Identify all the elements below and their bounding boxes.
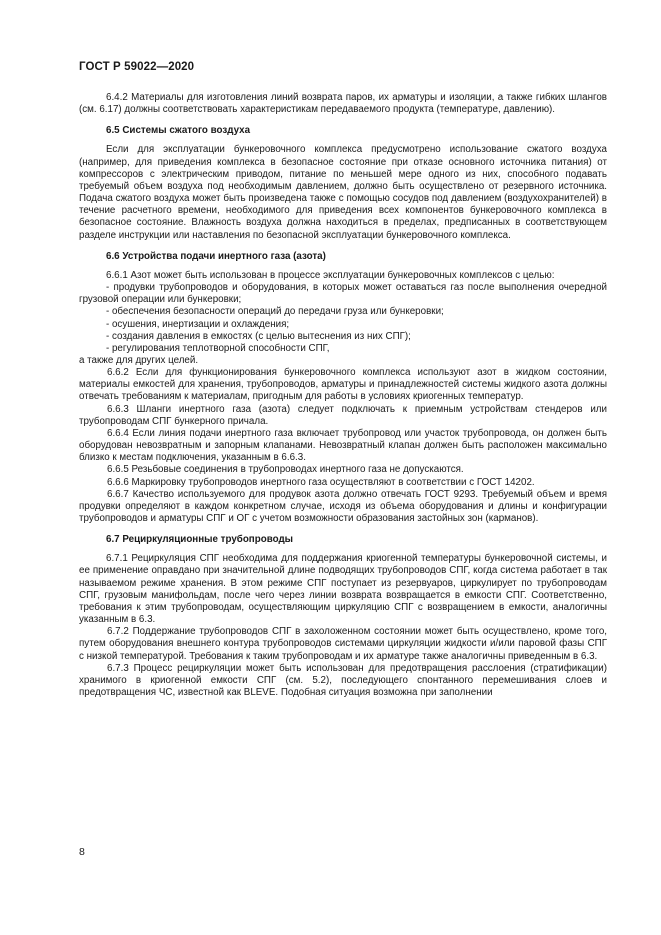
- paragraph-6-6-1: 6.6.1 Азот может быть использован в процессе эксплуатации бункеровочных комплексов с целью:: [106, 269, 555, 281]
- paragraph-6-6-4: 6.6.4 Если линия подачи инертного газа включает трубопровод или участок трубопровода, он должен быть оборудован невозвратным и запорным клапанами. Невозвратный клапан должен быть расположен максимально близко к местам подключения, указанным в 6.6.3.: [79, 427, 607, 464]
- document-body: [79, 92, 607, 699]
- list-item: - осушения, инертизации и охлаждения;: [106, 318, 290, 330]
- paragraph-6-6-2: 6.6.2 Если для функционирования бункеровочного комплекса используют азот в жидком состоянии, материалы емкостей для хранения, трубопроводов, арматуры и принадлежностей системы жидкого азота должны отвечать требованиям к материалам, пригодным для работы в условиях криогенных температур.: [79, 367, 607, 403]
- page-number: 8: [79, 846, 85, 858]
- section-heading-6-6: 6.6 Устройства подачи инертного газа (азота): [106, 250, 326, 262]
- paragraph-6-7-1: 6.7.1 Рециркуляция СПГ необходима для поддержания криогенной температуры бункеровочной системы, и ее применение оправдано при значительной длине подводящих трубопроводов СПГ, когда система работает в так называемом режиме хранения. В этом режиме СПГ поступает из резервуаров, циркулирует по трубопроводам СПГ, грузовым манифольдам, после чего через линии возврата возвращается в емкости СПГ. Соответственно, требования к этим трубопроводам, осуществляющим циркуляцию СПГ с возвращением в емкости, аналогичны указанным в 6.3.: [79, 553, 607, 626]
- list-item: - создания давления в емкостях (с целью вытеснения из них СПГ);: [106, 330, 411, 342]
- section-heading-6-5: 6.5 Системы сжатого воздуха: [106, 125, 251, 137]
- paragraph-6-7-2: 6.7.2 Поддержание трубопроводов СПГ в захоложенном состоянии может быть осуществлено, кроме того, путем оборудования внешнего контура трубопроводов системами циркуляции жидкости и/или паровой фазы СПГ с низкой температурой. Требования к таким трубопроводам и их арматуре также аналогичны приведенным в 6.3.: [79, 626, 607, 662]
- list-item: - регулирования теплотворной способности СПГ,: [106, 342, 330, 354]
- paragraph-6-6-7: 6.6.7 Качество используемого для продувок азота должно отвечать ГОСТ 9293. Требуемый объем и время продувки определяют в каждом конкретном случае, исходя из объема оборудования и длины и конфигурации трубопроводов и арматуры СПГ и ОГ с учетом возможности образования застойных зон (карманов).: [79, 488, 607, 524]
- paragraph-6-6-6: 6.6.6 Маркировку трубопроводов инертного газа осуществляют в соответствии с ГОСТ 14202.: [107, 476, 535, 488]
- paragraph-6-7-3: 6.7.3 Процесс рециркуляции может быть использован для предотвращения расслоения (стратификации) хранимого в криогенной емкости СПГ (см. 5.2), последующего спонтанного перемешивания слоев и предотвращения ЧС, известной как BLEVE. Подобная ситуация возможна при заполнении: [79, 662, 607, 699]
- paragraph-6-4-2: 6.4.2 Материалы для изготовления линий возврата паров, их арматуры и изоляции, а также гибких шлангов (см. 6.17) должны соответствовать характеристикам передаваемого продукта (температуре, давлению).: [79, 92, 607, 116]
- paragraph-6-6-5: 6.6.5 Резьбовые соединения в трубопроводах инертного газа не допускаются.: [107, 464, 464, 476]
- list-item: - обеспечения безопасности операций до передачи груза или бункеровки;: [106, 306, 444, 318]
- paragraph-6-6-3: 6.6.3 Шланги инертного газа (азота) следует подключать к приемным устройствам стендеров или трубопроводам СПГ бункерного причала.: [79, 403, 607, 427]
- document-header: ГОСТ Р 59022—2020: [79, 61, 195, 73]
- paragraph-6-5: Если для эксплуатации бункеровочного комплекса предусмотрено использование сжатого воздуха (например, для приведения комплекса в безопасное состояние при отказе основного источника питания) от компрессоров с электрическим приводом, питание по меньшей мере одного из них, способного подавать требуемый объем воздуха под необходимым давлением, должно быть осуществлено от резервного источника. Подача сжатого воздуха может быть произведена также с помощью сосудов под давлением (воздухохранителей) в течение расчетного времени, необходимого для приведения всех компонентов бункеровочного комплекса в безопасное состояние. Влажность воздуха должна находиться в пределах, предписанных в соответствующем разделе инструкции или наставления по безопасной эксплуатации бункеровочного комплекса.: [79, 144, 607, 241]
- list-item: - продувки трубопроводов и оборудования, в которых может оставаться газ после выполнения очередной грузовой операции или бункеровки;: [79, 282, 607, 306]
- section-heading-6-7: 6.7 Рециркуляционные трубопроводы: [106, 534, 294, 546]
- list-tail: а также для других целей.: [79, 354, 199, 366]
